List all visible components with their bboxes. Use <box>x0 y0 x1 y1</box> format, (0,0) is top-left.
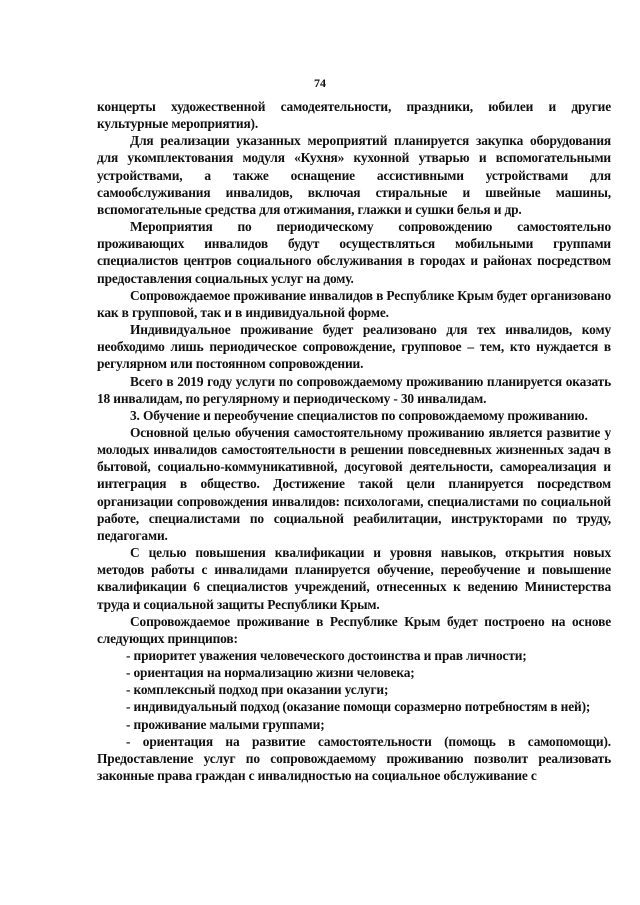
section-heading-training: 3. Обучение и переобучение специалистов по сопровождаемому проживанию. <box>130 407 588 423</box>
paragraph-principles-intro: Сопровождаемое проживание в Республике Крым будет построено на основе следующих принципов: <box>97 613 611 646</box>
paragraph-closing: Предоставление услуг по сопровождаемому проживанию позволит реализовать законные права граждан с инвалидностью на социальное обслуживание с <box>97 750 611 784</box>
document-body <box>97 98 611 784</box>
list-item: - проживание малыми группами; <box>126 716 325 732</box>
paragraph-periodic-support: Мероприятия по периодическому сопровождению самостоятельно проживающих инвалидов будут осуществляться мобильными группами специалистов центров социального обслуживания в городах и районах посредством предоставления социальных услуг на дому. <box>97 219 611 286</box>
list-item: - ориентация на нормализацию жизни человека; <box>126 665 415 681</box>
page-number: 74 <box>314 76 326 90</box>
paragraph-individual-living: Индивидуальное проживание будет реализовано для тех инвалидов, кому необходимо лишь периодическое сопровождение, групповое – тем, кто нуждается в регулярном или постоянном сопровождении. <box>97 322 611 372</box>
paragraph-qualification: С целью повышения квалификации и уровня навыков, открытия новых методов работы с инвалидами планируется обучение, переобучение и повышение квалификации 6 специалистов учреждений, отнесенных к ведению Министерства труда и социальной защиты Республики Крым. <box>97 545 611 612</box>
paragraph-training-goal: Основной целью обучения самостоятельному проживанию является развитие у молодых инвалидов самостоятельности в решении повседневных жизненных задач в бытовой, социально-коммуникативной, досуговой деятельности, самореализация и интеграция в общество. Достижение такой цели планируется посредством организации сопровождения инвалидов: психологами, специалистами по социальной работе, специалистами по социальной реабилитации, инструкторами по труду, педагогами. <box>97 424 611 543</box>
paragraph-living-forms: Сопровождаемое проживание инвалидов в Республике Крым будет организовано как в групповой, так и в индивидуальной форме. <box>97 287 611 320</box>
paragraph-cultural-events: концерты художественной самодеятельности, праздники, юбилеи и другие культурные мероприятия). <box>97 99 611 132</box>
list-item: - комплексный подход при оказании услуги; <box>126 682 389 698</box>
paragraph-equipment-purchase: Для реализации указанных мероприятий планируется закупка оборудования для укомплектования модуля «Кухня» кухонной утварью и вспомогательными устройствами, а также оснащение ассистивными устройствами для самообслуживания инвалидов, включая стиральные и швейные машины, вспомогательные средства для отжимания, глажки и сушки белья и др. <box>97 133 611 217</box>
paragraph-2019-totals: Всего в 2019 году услуги по сопровождаемому проживанию планируется оказать 18 инвалидам, по регулярному и периодическому - 30 инвалидам. <box>97 373 611 406</box>
list-item: - ориентация на развитие самостоятельности (помощь в самопомощи). <box>126 733 611 749</box>
list-item: - индивидуальный подход (оказание помощи соразмерно потребностям в ней); <box>126 699 591 715</box>
list-item: - приоритет уважения человеческого достоинства и прав личности; <box>126 648 527 663</box>
principles-list <box>97 647 611 750</box>
